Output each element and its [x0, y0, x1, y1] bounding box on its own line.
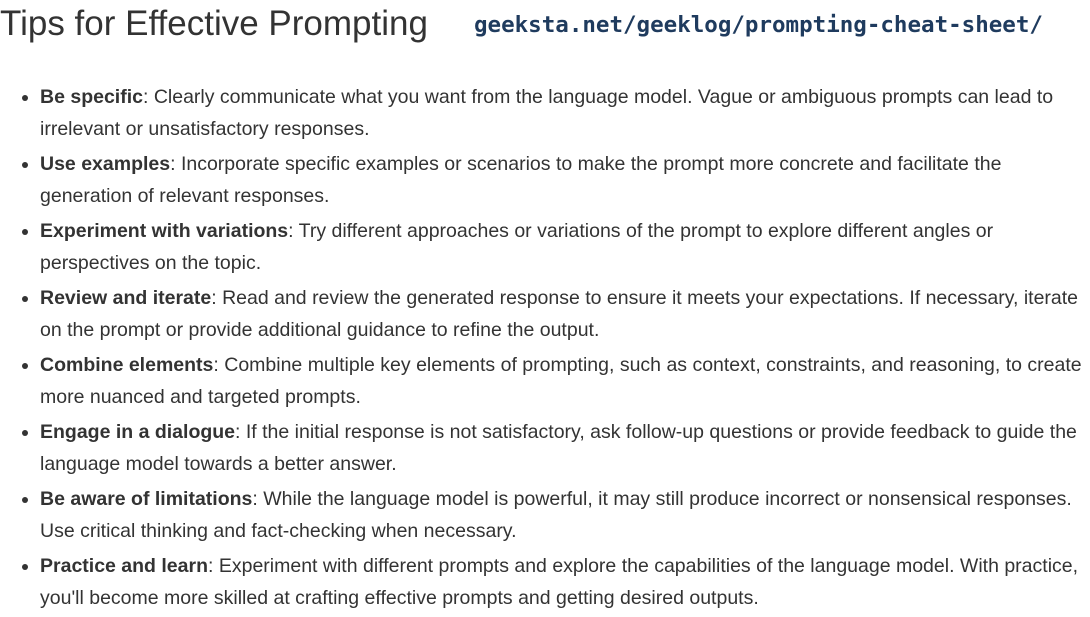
- tip-item: [40, 81, 1082, 145]
- tip-description: Combine multiple key elements of prompting, such as context, constraints, and reasoning, to create more nuanced and targeted prompts.: [40, 354, 1082, 408]
- tip-description: Incorporate specific examples or scenarios to make the prompt more concrete and facilitate the generation of relevant responses.: [40, 153, 1002, 207]
- tip-term: Combine elements: [40, 354, 214, 376]
- tip-term: Be aware of limitations: [40, 488, 253, 510]
- tip-term: Use examples: [40, 153, 171, 175]
- tip-separator: :: [170, 153, 181, 175]
- page-header: [0, 0, 1090, 50]
- tip-description: Read and review the generated response to ensure it meets your expectations. If necessary, iterate on the prompt or provide additional guidance to refine the output.: [40, 287, 1079, 341]
- tip-term: Experiment with variations: [40, 220, 289, 242]
- tip-term: Be specific: [40, 86, 143, 108]
- tip-item: [40, 550, 1082, 614]
- source-url: geeksta.net/geeklog/prompting-cheat-sheet/: [474, 12, 1043, 38]
- tip-description: If the initial response is not satisfactory, ask follow-up questions or provide feedback to guide the language model towards a better answer.: [40, 421, 1077, 475]
- tips-list: [0, 81, 1082, 617]
- tip-separator: :: [252, 488, 264, 510]
- tip-description: Try different approaches or variations of the prompt to explore different angles or perspectives on the topic.: [40, 220, 994, 274]
- tip-separator: :: [288, 220, 299, 242]
- tip-description: Clearly communicate what you want from the language model. Vague or ambiguous prompts can lead to irrelevant or unsatisfactory responses.: [40, 86, 1054, 140]
- tip-item: [40, 349, 1082, 413]
- page-title: Tips for Effective Prompting: [0, 4, 428, 43]
- tip-item: [40, 282, 1082, 346]
- tip-term: Review and iterate: [40, 287, 212, 309]
- tip-separator: :: [211, 287, 223, 309]
- tip-separator: :: [213, 354, 225, 376]
- tip-separator: :: [142, 86, 154, 108]
- tip-description: Experiment with different prompts and explore the capabilities of the language model. With practice, you'll become more skilled at crafting effective prompts and getting desired outputs.: [40, 555, 1079, 609]
- tip-term: Engage in a dialogue: [40, 421, 236, 443]
- tip-description: While the language model is powerful, it may still produce incorrect or nonsensical responses. Use critical thinking and fact-checking when necessary.: [40, 488, 1072, 542]
- tip-separator: :: [235, 421, 246, 443]
- tip-item: [40, 215, 1082, 279]
- tip-item: [40, 416, 1082, 480]
- tip-term: Practice and learn: [40, 555, 208, 577]
- tip-item: [40, 148, 1082, 212]
- tip-separator: :: [208, 555, 219, 577]
- tip-item: [40, 483, 1082, 547]
